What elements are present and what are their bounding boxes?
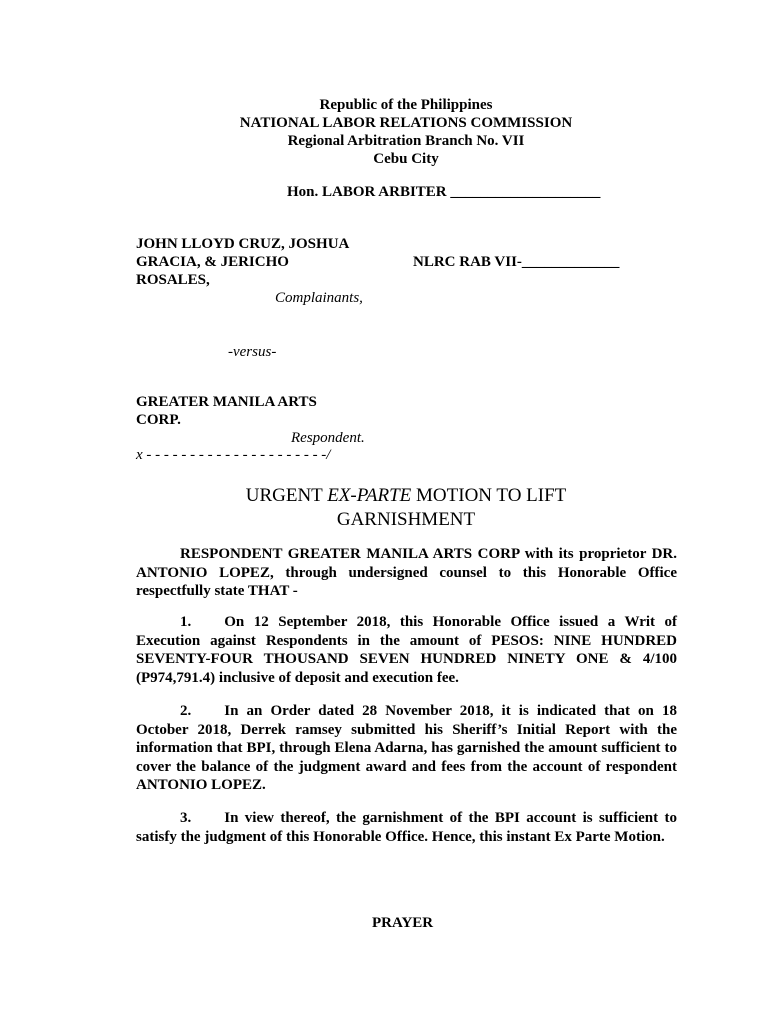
prayer-heading: PRAYER — [372, 915, 434, 931]
caption-separator: x - - - - - - - - - - - - - - - - - - - - -/ — [136, 447, 331, 463]
complainant-name-line3: ROSALES, — [136, 272, 210, 288]
paragraph-3 — [136, 809, 677, 846]
case-number: NLRC RAB VII-_____________ — [413, 254, 620, 270]
paragraph-2 — [136, 702, 677, 795]
header-republic: Republic of the Philippines — [319, 97, 493, 113]
motion-title-part1: URGENT — [245, 485, 328, 506]
paragraph-number: 2. — [180, 703, 192, 719]
paragraph-text: On 12 September 2018, this Honorable Office issued a Writ of Execution against Respondents in the amount of PESOS: NINE HUNDRED SEVENTY-FOUR THOUSAND SEVEN HUNDRED NINETY ONE & 4/100 (P974,791.4) inclusive of deposit and execution fee. — [136, 614, 677, 686]
respondent-name-line1: GREATER MANILA ARTS — [136, 394, 317, 410]
complainants-label: Complainants, — [275, 290, 363, 306]
intro-text: RESPONDENT GREATER MANILA ARTS CORP with its proprietor DR. ANTONIO LOPEZ, through undersigned counsel to this Honorable Office respectfully state THAT - — [136, 546, 677, 600]
paragraph-text: In an Order dated 28 November 2018, it is indicated that on 18 October 2018, Derrek ramsey submitted his Sheriff’s Initial Report with the information that BPI, through Elena Adarna, has garnished the amount sufficient to cover the balance of the judgment award and fees from the account of respondent ANTONIO LOPEZ. — [136, 703, 677, 794]
complainant-name-line1: JOHN LLOYD CRUZ, JOSHUA — [136, 236, 350, 252]
respondent-label: Respondent. — [291, 430, 365, 446]
complainant-name-line2: GRACIA, & JERICHO — [136, 254, 289, 270]
versus-label: -versus- — [228, 344, 277, 360]
paragraph-number: 3. — [180, 810, 192, 826]
header-branch: Regional Arbitration Branch No. VII — [287, 133, 525, 149]
paragraph-1 — [136, 613, 677, 687]
header-commission: NATIONAL LABOR RELATIONS COMMISSION — [239, 115, 573, 131]
motion-title-ex-parte: EX-PARTE — [327, 485, 412, 506]
labor-arbiter-line: Hon. LABOR ARBITER ____________________ — [287, 184, 601, 200]
paragraph-text: In view thereof, the garnishment of the BPI account is sufficient to satisfy the judgment of this Honorable Office. Hence, this instant Ex Parte Motion. — [136, 810, 677, 845]
intro-paragraph — [136, 545, 677, 601]
motion-title-line1 — [0, 484, 768, 508]
respondent-name-line2: CORP. — [136, 412, 181, 428]
motion-title-part3: MOTION TO LIFT — [411, 485, 567, 506]
header-city: Cebu City — [373, 151, 439, 167]
paragraph-number: 1. — [180, 614, 192, 630]
motion-title-line2: GARNISHMENT — [336, 509, 476, 530]
